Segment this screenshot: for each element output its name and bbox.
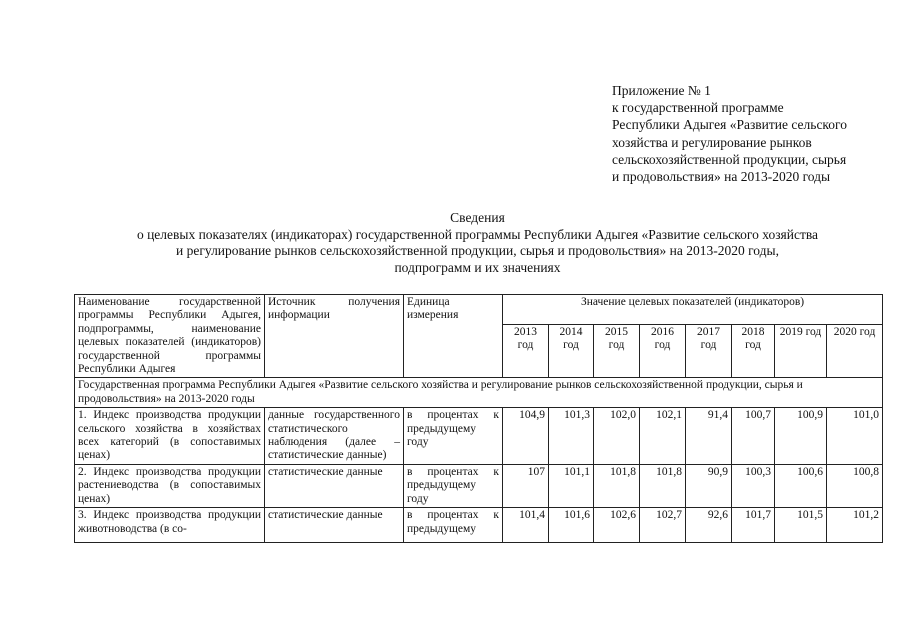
table-row: [75, 408, 883, 465]
indicator-value: 100,7: [732, 408, 775, 465]
indicator-value: 100,8: [827, 464, 883, 507]
appendix-block: [612, 82, 892, 185]
indicator-unit: в процентах к предыдущему году: [404, 464, 503, 507]
indicator-value: 102,0: [594, 408, 640, 465]
indicator-value: 101,7: [732, 508, 775, 543]
table-row: [75, 464, 883, 507]
indicator-value: 102,7: [640, 508, 686, 543]
table-row: [75, 508, 883, 543]
indicator-value: 102,6: [594, 508, 640, 543]
indicator-value: 101,8: [640, 464, 686, 507]
appendix-line: хозяйства и регулирование рынков: [612, 134, 812, 150]
year-cell: 2016 год: [640, 324, 686, 378]
appendix-line: сельскохозяйственной продукции, сырья: [612, 151, 847, 167]
indicator-name: 3. Индекс производства продукции животноводства (в со-: [75, 508, 265, 543]
indicator-value: 100,9: [775, 408, 827, 465]
indicator-unit: в процентах к предыдущему: [404, 508, 503, 543]
indicator-value: 101,1: [549, 464, 594, 507]
header-unit: Единица измерения: [404, 295, 503, 378]
year-cell: 2017 год: [686, 324, 732, 378]
indicator-value: 100,6: [775, 464, 827, 507]
indicator-name: 2. Индекс производства продукции растениеводства (в сопоставимых ценах): [75, 464, 265, 507]
indicator-value: 101,8: [594, 464, 640, 507]
table-header-row: [75, 295, 883, 325]
heading-line: подпрограмм и их значениях: [394, 259, 561, 275]
indicator-value: 107: [503, 464, 549, 507]
heading-line: и регулирование рынков сельскохозяйственной продукции, сырья и продовольствия» на 2013-2020 годы,: [176, 243, 779, 258]
indicator-value: 102,1: [640, 408, 686, 465]
indicator-value: 91,4: [686, 408, 732, 465]
indicator-value: 101,5: [775, 508, 827, 543]
indicators-table: [74, 294, 883, 543]
indicator-value: 92,6: [686, 508, 732, 543]
indicator-value: 100,3: [732, 464, 775, 507]
year-cell: 2013 год: [503, 324, 549, 378]
appendix-line: и продовольствия» на 2013-2020 годы: [612, 169, 831, 185]
appendix-line: Приложение № 1: [612, 83, 711, 98]
heading-line: о целевых показателях (индикаторах) государственной программы Республики Адыгея «Развитие сельского хозяйства: [136, 226, 819, 242]
year-cell: 2019 год: [775, 324, 827, 378]
heading-title: Сведения: [450, 210, 505, 225]
indicator-value: 104,9: [503, 408, 549, 465]
header-name: Наименование государственной программы Республики Адыгея, подпрограммы, наименование целевых показателей (индикаторов) государственной программы Республики Адыгея: [75, 295, 265, 378]
header-source: Источник получения информации: [265, 295, 404, 378]
year-cell: 2020 год: [827, 324, 883, 378]
document-heading: [40, 210, 905, 276]
indicator-source: статистические данные: [265, 464, 404, 507]
header-values: Значение целевых показателей (индикаторов): [503, 295, 883, 325]
year-cell: 2015 год: [594, 324, 640, 378]
appendix-line: к государственной программе: [612, 100, 784, 116]
indicator-name: 1. Индекс производства продукции сельского хозяйства в хозяйствах всех категорий (в сопоставимых ценах): [75, 408, 265, 465]
indicator-value: 90,9: [686, 464, 732, 507]
indicator-value: 101,4: [503, 508, 549, 543]
indicator-unit: в процентах к предыдущему году: [404, 408, 503, 465]
indicator-value: 101,3: [549, 408, 594, 465]
indicator-source: данные государственного статистического наблюдения (далее – статистические данные): [265, 408, 404, 465]
indicator-value: 101,2: [827, 508, 883, 543]
program-title-cell: Государственная программа Республики Адыгея «Развитие сельского хозяйства и регулирование рынков сельскохозяйственной продукции, сырья и продовольствия» на 2013-2020 годы: [75, 378, 883, 408]
indicator-value: 101,6: [549, 508, 594, 543]
indicator-source: статистические данные: [265, 508, 404, 543]
year-cell: 2018 год: [732, 324, 775, 378]
program-row: [75, 378, 883, 408]
indicator-value: 101,0: [827, 408, 883, 465]
appendix-line: Республики Адыгея «Развитие сельского: [612, 117, 848, 133]
year-cell: 2014 год: [549, 324, 594, 378]
